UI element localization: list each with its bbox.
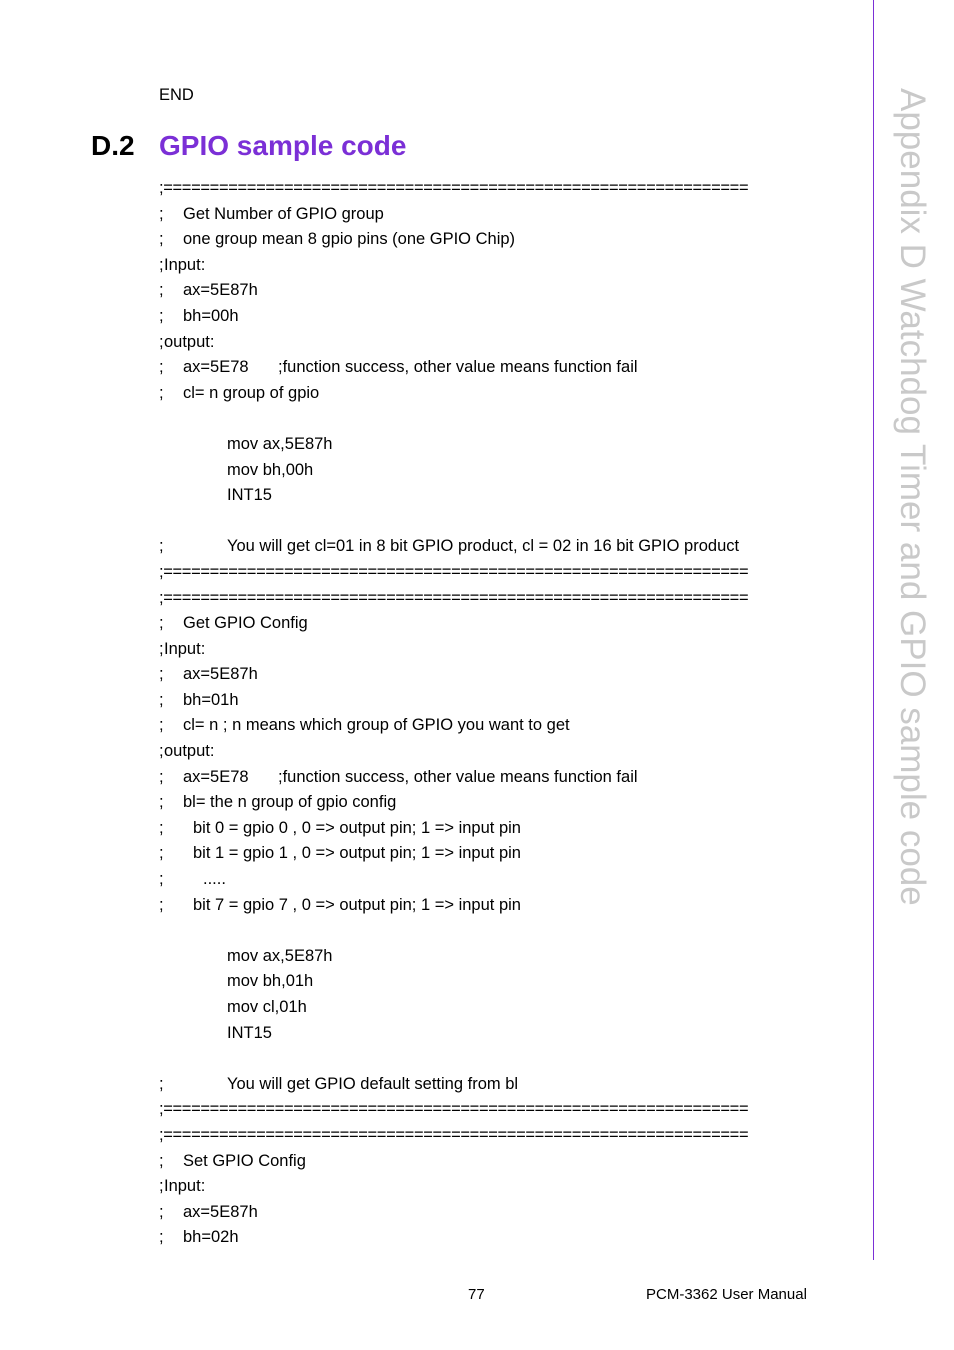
comment-marker: ; (159, 1151, 164, 1170)
comment-marker: ; (159, 870, 164, 889)
comment-marker: ; (159, 537, 164, 556)
code-line (159, 432, 859, 458)
code-text: ax=5E78 (183, 358, 249, 377)
code-text: bit 1 = gpio 1 , 0 => output pin; 1 => input pin (193, 844, 521, 863)
comment-marker: ; (159, 614, 164, 633)
code-line (159, 330, 859, 356)
code-text: ..... (203, 870, 226, 889)
code-line (159, 790, 859, 816)
code-text: Get Number of GPIO group (183, 204, 384, 223)
code-instruction: mov ax,5E87h (227, 434, 333, 453)
code-line (159, 739, 859, 765)
code-line (159, 944, 859, 970)
code-text: bit 7 = gpio 7 , 0 => output pin; 1 => input pin (193, 895, 521, 914)
comment-marker: ; (159, 793, 164, 812)
comment-marker: ; (159, 383, 164, 402)
code-line (159, 611, 859, 637)
comment-marker: ; (159, 818, 164, 837)
code-instruction: mov ax,5E87h (227, 946, 333, 965)
comment-marker: ; (159, 306, 164, 325)
comment-marker: ; (159, 358, 164, 377)
code-line (159, 1149, 859, 1175)
code-line (159, 483, 859, 509)
code-line (159, 304, 859, 330)
separator-line: ;=============================================================== (159, 562, 749, 581)
code-line (159, 355, 859, 381)
code-comment: ;function success, other value means function fail (278, 358, 638, 377)
code-text: bh=01h (183, 690, 239, 709)
code-text: output: (164, 742, 215, 761)
comment-marker: ; (159, 204, 164, 223)
code-line (159, 509, 859, 535)
code-line (159, 688, 859, 714)
code-line (159, 278, 859, 304)
code-line (159, 918, 859, 944)
code-line (159, 1200, 859, 1226)
comment-marker: ; (159, 281, 164, 300)
sidebar-chapter-title: Appendix D Watchdog Timer and GPIO sample code (893, 88, 932, 906)
code-line (159, 637, 859, 663)
code-text: bh=02h (183, 1228, 239, 1247)
comment-marker: ; (159, 742, 164, 761)
code-text: You will get GPIO default setting from bl (227, 1074, 519, 1093)
sidebar-divider (873, 0, 874, 1260)
comment-marker: ; (159, 665, 164, 684)
code-line (159, 995, 859, 1021)
code-line (159, 969, 859, 995)
code-text: output: (164, 332, 215, 351)
comment-marker: ; (159, 332, 164, 351)
code-text: ax=5E87h (183, 281, 258, 300)
code-line (159, 816, 859, 842)
manual-title: PCM-3362 User Manual (646, 1286, 807, 1303)
code-line (159, 253, 859, 279)
code-text: bit 0 = gpio 0 , 0 => output pin; 1 => input pin (193, 818, 521, 837)
comment-marker: ; (159, 639, 164, 658)
code-block (159, 176, 859, 1251)
code-line (159, 406, 859, 432)
comment-marker: ; (159, 1228, 164, 1247)
separator-line: ;=============================================================== (159, 588, 749, 607)
code-line (159, 1072, 859, 1098)
comment-marker: ; (159, 1177, 164, 1196)
comment-marker: ; (159, 1074, 164, 1093)
section-number: D.2 (91, 130, 135, 161)
code-line (159, 1174, 859, 1200)
code-line (159, 893, 859, 919)
code-line (159, 662, 859, 688)
code-text: ax=5E87h (183, 665, 258, 684)
separator-line: ;=============================================================== (159, 1100, 749, 1119)
page-number: 77 (468, 1286, 485, 1303)
separator-line: ;=============================================================== (159, 1125, 749, 1144)
comment-marker: ; (159, 767, 164, 786)
code-text: Get GPIO Config (183, 614, 308, 633)
code-line (159, 867, 859, 893)
code-line (159, 534, 859, 560)
comment-marker: ; (159, 1202, 164, 1221)
code-line (159, 841, 859, 867)
code-line (159, 713, 859, 739)
section-title: GPIO sample code (159, 130, 407, 161)
comment-marker: ; (159, 255, 164, 274)
code-instruction: INT15 (227, 486, 272, 505)
code-line (159, 765, 859, 791)
code-text: Set GPIO Config (183, 1151, 306, 1170)
code-line (159, 202, 859, 228)
code-text: ax=5E78 (183, 767, 249, 786)
code-line (159, 1046, 859, 1072)
code-text: one group mean 8 gpio pins (one GPIO Chip) (183, 230, 516, 249)
comment-marker: ; (159, 844, 164, 863)
comment-marker: ; (159, 716, 164, 735)
code-instruction: mov cl,01h (227, 998, 307, 1016)
code-comment: ;function success, other value means function fail (278, 767, 638, 786)
code-text: Input: (164, 1177, 206, 1196)
code-text: ax=5E87h (183, 1202, 258, 1221)
comment-marker: ; (159, 230, 164, 249)
comment-marker: ; (159, 690, 164, 709)
code-line (159, 458, 859, 484)
code-text: You will get cl=01 in 8 bit GPIO product, cl = 02 in 16 bit GPIO product (227, 537, 740, 556)
separator-line: ;=============================================================== (159, 179, 749, 197)
code-text: Input: (164, 639, 206, 658)
code-instruction: INT15 (227, 1023, 272, 1042)
code-line (159, 227, 859, 253)
code-instruction: mov bh,01h (227, 972, 314, 991)
code-line (159, 1225, 859, 1251)
code-instruction: mov bh,00h (227, 460, 314, 479)
code-line (159, 381, 859, 407)
end-text: END (159, 86, 194, 104)
code-line (159, 1021, 859, 1047)
code-text: cl= n ; n means which group of GPIO you want to get (183, 716, 570, 735)
code-text: Input: (164, 255, 206, 274)
code-text: bl= the n group of gpio config (183, 793, 397, 812)
code-text: bh=00h (183, 306, 239, 325)
comment-marker: ; (159, 895, 164, 914)
code-text: cl= n group of gpio (183, 383, 320, 402)
